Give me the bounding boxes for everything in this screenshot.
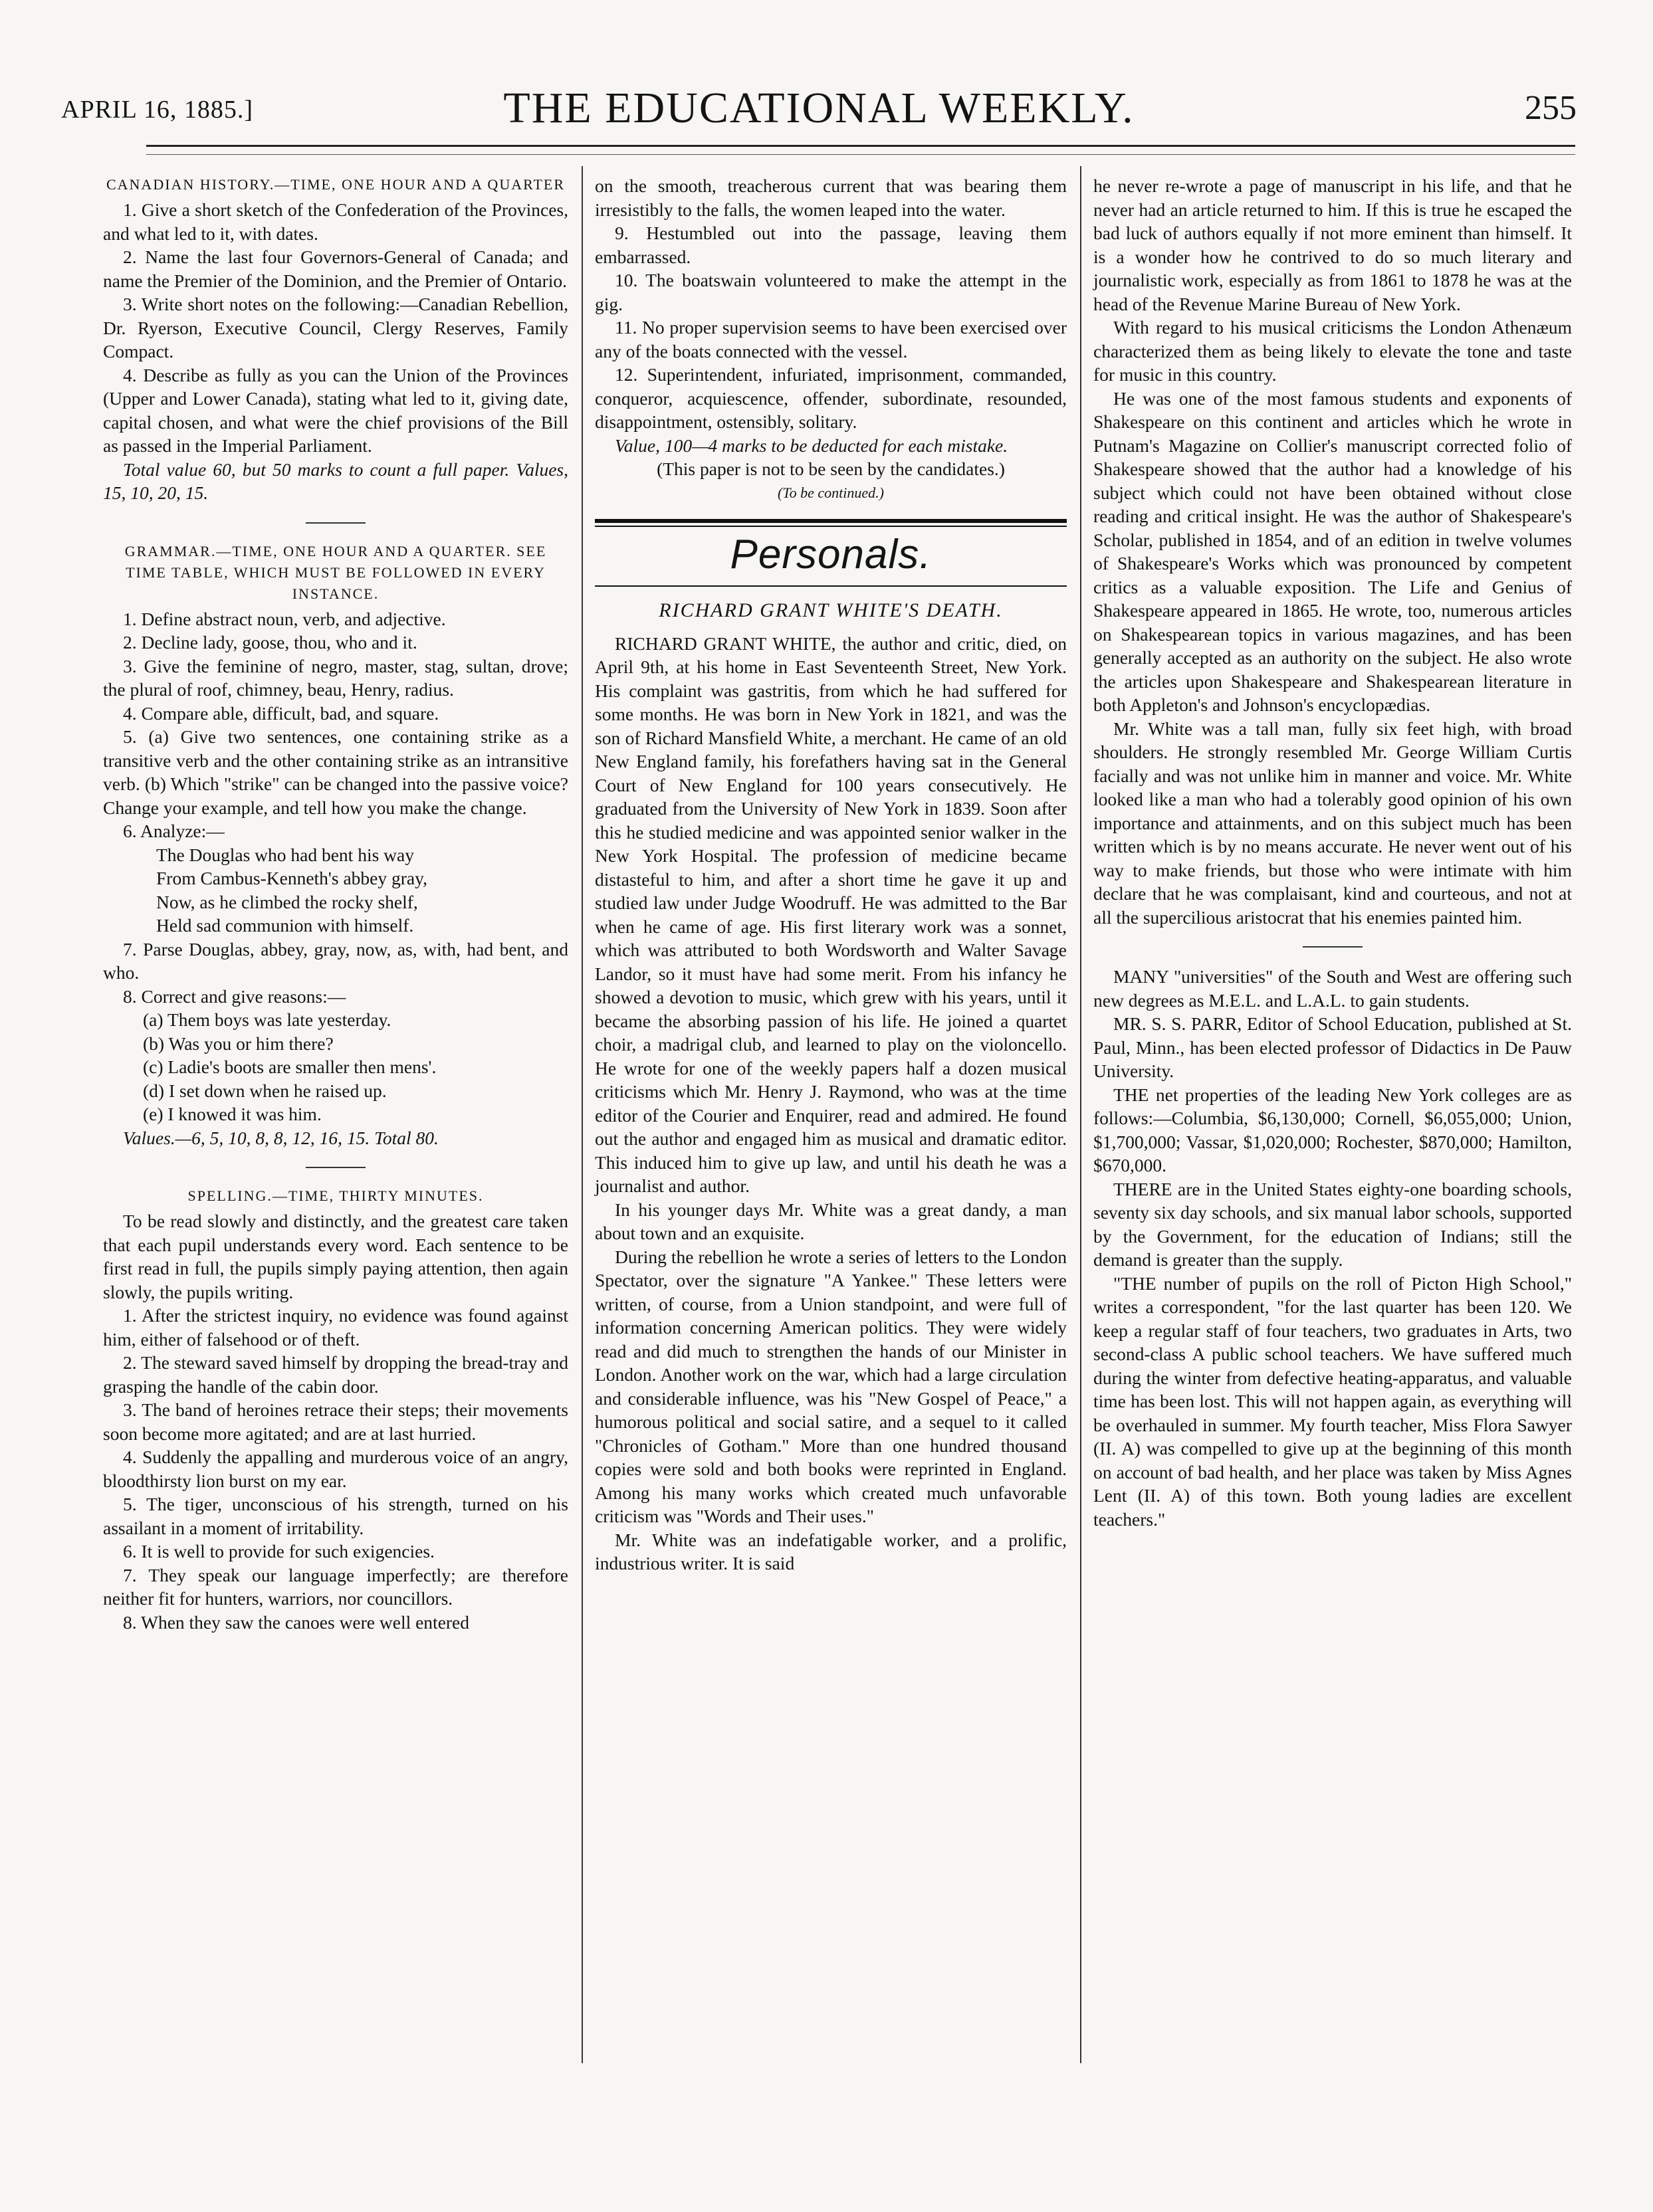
correction-item: (c) Ladie's boots are smaller then mens'. — [143, 1056, 437, 1077]
question: 1. Define abstract noun, verb, and adjective. — [123, 608, 446, 629]
sentence: 4. Suddenly the appalling and murderous voice of an angry, bloodthirsty lion burst on my ear. — [103, 1447, 568, 1491]
article-paragraph: he never re-wrote a page of manuscript in his life, and that he never had an article returned to him. If this is true he escaped the bad luck of authors equally if not more eminent than himself. It is a wonder how he contrived to do so much literary and journalistic work, especially as from 1861 to 1878 he was at the head of the Revenue Marine Bureau of New York. — [1093, 175, 1572, 314]
question: 3. Write short notes on the following:—Canadian Rebellion, Dr. Ryerson, Executive Council, Clergy Reserves, Family Compact. — [103, 294, 568, 361]
sentence: 3. The band of heroines retrace their steps; their movements soon become more agitated; and are at last hurried. — [103, 1399, 568, 1444]
article-paragraph: During the rebellion he wrote a series of letters to the London Spectator, over the signature "A Yankee." These letters were written, of course, from a Union standpoint, and were full of information concerning American politics. They were widely read and did much to strengthen the hands of our Minister in London. Another work on the war, which had a large circulation and considerable influence, was his "New Gospel of Peace," a humorous political and social satire, and a sequel to it called "Chronicles of Gotham." More than one hundred thousand copies were sold and both books were reprinted in England. Among his many works which created much unfavorable criticism was "Words and Their uses." — [595, 1246, 1067, 1526]
question: 6. Analyze:— — [123, 821, 225, 841]
separator — [306, 522, 366, 524]
sentence-continued: on the smooth, treacherous current that was bearing them irresistibly to the falls, the women leaped into the water. — [595, 175, 1067, 220]
article-paragraph — [595, 632, 1067, 1198]
sentence: 5. The tiger, unconscious of his strength, turned on his assailant in a moment of irritability. — [103, 1494, 568, 1538]
issue-date: APRIL 16, 1885.] — [61, 96, 254, 124]
page-number: 255 — [1525, 89, 1577, 127]
marks-note: Total value 60, but 50 marks to count a full paper. Values, 15, 10, 20, 15. — [103, 458, 568, 503]
sentence: 10. The boatswain volunteered to make the attempt in the gig. — [595, 270, 1067, 314]
question: 2. Name the last four Governors-General of Canada; and name the Premier of the Dominion, and the Premier of Ontario. — [103, 247, 568, 291]
question: 8. Correct and give reasons:— — [123, 985, 346, 1007]
question: 2. Decline lady, goose, thou, who and it. — [123, 632, 417, 653]
correction-item: (e) I knowed it was him. — [143, 1104, 322, 1124]
sentence: 8. When they saw the canoes were well entered — [123, 1611, 470, 1633]
column-divider — [1080, 166, 1081, 2063]
separator — [306, 1167, 366, 1168]
column-divider — [582, 166, 583, 2063]
news-item: MANY "universities" of the South and West are offering such new degrees as M.E.L. and L.A.L. to gain students. — [1093, 966, 1572, 1011]
article-paragraph: With regard to his musical criticisms the London Athenæum characterized them as being likely to elevate the tone and taste for music in this country. — [1093, 317, 1572, 385]
poem-line: Held sad communion with himself. — [156, 915, 414, 936]
section-rule-thin — [595, 585, 1067, 587]
header-rule — [146, 145, 1575, 147]
news-item: THE net properties of the leading New York colleges are as follows:—Columbia, $6,130,000; Cornell, $6,055,000; Union, $1,700,000; Vassar, $1,020,000; Rochester, $870,000; Hamilton, $670,000. — [1093, 1084, 1572, 1175]
section-heading-canadian-history: CANADIAN HISTORY.—TIME, ONE HOUR AND A QUARTER — [106, 176, 565, 193]
instructions: To be read slowly and distinctly, and the greatest care taken that each pupil understands every word. Each sentence to be first read in full, the pupils simply paying attention, then again slowly, the pupils writing. — [103, 1211, 568, 1302]
sentence: 1. After the strictest inquiry, no evidence was found against him, either of falsehood or of theft. — [103, 1305, 568, 1350]
page-header — [61, 83, 1577, 136]
news-item: "THE number of pupils on the roll of Picton High School," writes a correspondent, "for the last quarter has been 120. We keep a regular staff of four teachers, two graduates in Arts, two second-class A public school teachers. We have suffered much during the winter from defective heating-apparatus, and valuable time has been lost. This will not happen again, as everything will be overhauled in summer. My fourth teacher, Miss Flora Sawyer (II. A) was compelled to give up at the beginning of this month on account of bad health, and her place was taken by Miss Agnes Lent (II. A) of this town. Both young ladies are excellent teachers." — [1093, 1272, 1572, 1530]
news-item: THERE are in the United States eighty-one boarding schools, seventy six day schools, and six manual labor schools, supported by the Government, for the education of Indians; still the demand is greater than the supply. — [1093, 1178, 1572, 1270]
question: 5. (a) Give two sentences, one containing strike as a transitive verb and the other containing strike as an intransitive verb. (b) Which "strike" can be changed into the passive voice? Change your example, and tell how you make the change. — [103, 726, 568, 818]
correction-item: (d) I set down when he raised up. — [143, 1080, 387, 1101]
paragraph-text: the author and critic, died, on April 9th, at his home in East Seventeenth Street, New York. His complaint was gastritis, from which he had suffered for some months. He was born in New York in 1821, and was the son of Richard Mansfield White, a merchant. He came of an old New England family, his forefathers having sat in the General Court of New England for 100 years consecutively. He graduated from the University of New York in 1839. Soon after this he studied medicine and was appointed senior walker in the New York Hospital. The profession of medicine became distasteful to him, and after a short time he gave it up and studied law under Judge Woodruff. He was admitted to the Bar when he came of age. His first literary work was a sonnet, which was attributed to both Wordsworth and Walter Savage Landor, so it must have had some merit. From his infancy he showed a devotion to music, which grew with his years, until it became the absorbing passion of his life. He joined a quartet choir, a madrigal club, and learned to play on the violoncello. He wrote for one of the weekly papers half a dozen musical criticisms which Mr. Henry J. Raymond, who was at the time editor of the Courier and Enquirer, read and admired. He found out the author and engaged him as musical and dramatic editor. This induced him to give up law, and until his death he was a journalist and author. — [595, 633, 1067, 1196]
article-paragraph: Mr. White was an indefatigable worker, and a prolific, industrious writer. It is said — [595, 1529, 1067, 1573]
sentence: 11. No proper supervision seems to have been exercised over any of the boats connected with the vessel. — [595, 317, 1067, 361]
correction-item: (a) Them boys was late yesterday. — [143, 1009, 391, 1030]
article-paragraph: In his younger days Mr. White was a great dandy, a man about town and an exquisite. — [595, 1199, 1067, 1243]
sentence: 9. Hestumbled out into the passage, leaving them embarrassed. — [595, 223, 1067, 267]
column-3 — [1093, 174, 1572, 1531]
question: 7. Parse Douglas, abbey, gray, now, as, with, had bent, and who. — [103, 938, 568, 983]
article-paragraph: He was one of the most famous students and exponents of Shakespeare on this continent and articles which he wrote in Putnam's Magazine on Collier's manuscript corrected folio of Shakespeare showed that the author had a knowledge of his subject which could not have been obtained without close reading and critical insight. He was the author of Shakespeare's Scholar, published in 1854, and of an edition in twelve volumes of Shakespeare's Works which was pronounced by competent critics as a valuable exposition. The Life and Genius of Shakespeare appeared in 1865. He wrote, too, numerous articles on Shakespearean topics in various magazines, and has been generally accepted as an authority on the subject. He also wrote the articles upon Shakespeare and Shakespearean literature in both Appleton's and Johnson's encyclopædias. — [1093, 387, 1572, 715]
separator — [1303, 946, 1363, 948]
marks-note: Values.—6, 5, 10, 8, 8, 12, 16, 15. Total 80. — [123, 1127, 439, 1148]
question: 3. Give the feminine of negro, master, stag, sultan, drove; the plural of roof, chimney, beau, Henry, radius. — [103, 655, 568, 700]
question: 4. Compare able, difficult, bad, and square. — [123, 702, 439, 724]
header-rule-thin — [146, 154, 1575, 155]
article-paragraph: Mr. White was a tall man, fully six feet high, with broad shoulders. He strongly resembled Mr. George William Curtis facially and was not unlike him in manner and voice. Mr. White looked like a man who had a tolerably good opinion of his own importance and attainments, and on this subject much has been written which is by no means accurate. He never went out of his way to make friends, but those who were intimate with him declare that he was complaisant, kind and courteous, and not at all the supercilious aristocrat that his enemies painted him. — [1093, 718, 1572, 928]
poem-line: The Douglas who had bent his way — [156, 844, 414, 865]
question: 4. Describe as fully as you can the Union of the Provinces (Upper and Lower Canada), stating what led to it, giving date, capital chosen, and what were the chief provisions of the Bill as passed in the Imperial Parliament. — [103, 364, 568, 456]
sentence: 7. They speak our language imperfectly; are therefore neither fit for hunters, warriors, nor councillors. — [103, 1564, 568, 1609]
sentence: 12. Superintendent, infuriated, imprisonment, commanded, conqueror, acquiescence, offender, subordinate, resounded, disappointment, ostensibly, solitary. — [595, 364, 1067, 432]
sentence: 6. It is well to provide for such exigencies. — [123, 1541, 435, 1561]
poem-line: Now, as he climbed the rocky shelf, — [156, 891, 418, 912]
section-rule — [595, 519, 1067, 523]
article-title: RICHARD GRANT WHITE'S DEATH. — [659, 599, 1003, 621]
marks-note: Value, 100—4 marks to be deducted for each mistake. — [615, 435, 1008, 456]
continued-note: (To be continued.) — [778, 484, 884, 501]
column-1 — [103, 174, 568, 1634]
correction-item: (b) Was you or him there? — [143, 1033, 334, 1054]
poem-line: From Cambus-Kenneth's abbey gray, — [156, 868, 427, 888]
candidate-note: (This paper is not to be seen by the candidates.) — [657, 458, 1005, 479]
section-heading-grammar: GRAMMAR.—TIME, ONE HOUR AND A QUARTER. SEE TIME TABLE, WHICH MUST BE FOLLOWED IN EVERY INSTANCE. — [124, 542, 547, 602]
section-heading-spelling: SPELLING.—TIME, THIRTY MINUTES. — [187, 1187, 484, 1204]
sentence: 2. The steward saved himself by dropping the bread-tray and grasping the handle of the cabin door. — [103, 1352, 568, 1397]
section-title-personals: Personals. — [730, 532, 932, 577]
poem-excerpt — [156, 843, 568, 938]
column-2 — [595, 174, 1067, 1575]
question: 1. Give a short sketch of the Confederation of the Provinces, and what led to it, with dates. — [103, 199, 568, 244]
news-item: MR. S. S. PARR, Editor of School Education, published at St. Paul, Minn., has been elected professor of Didactics in De Pauw University. — [1093, 1013, 1572, 1081]
masthead-title: THE EDUCATIONAL WEEKLY. — [503, 84, 1135, 132]
lead-in: RICHARD GRANT WHITE, — [615, 633, 836, 654]
